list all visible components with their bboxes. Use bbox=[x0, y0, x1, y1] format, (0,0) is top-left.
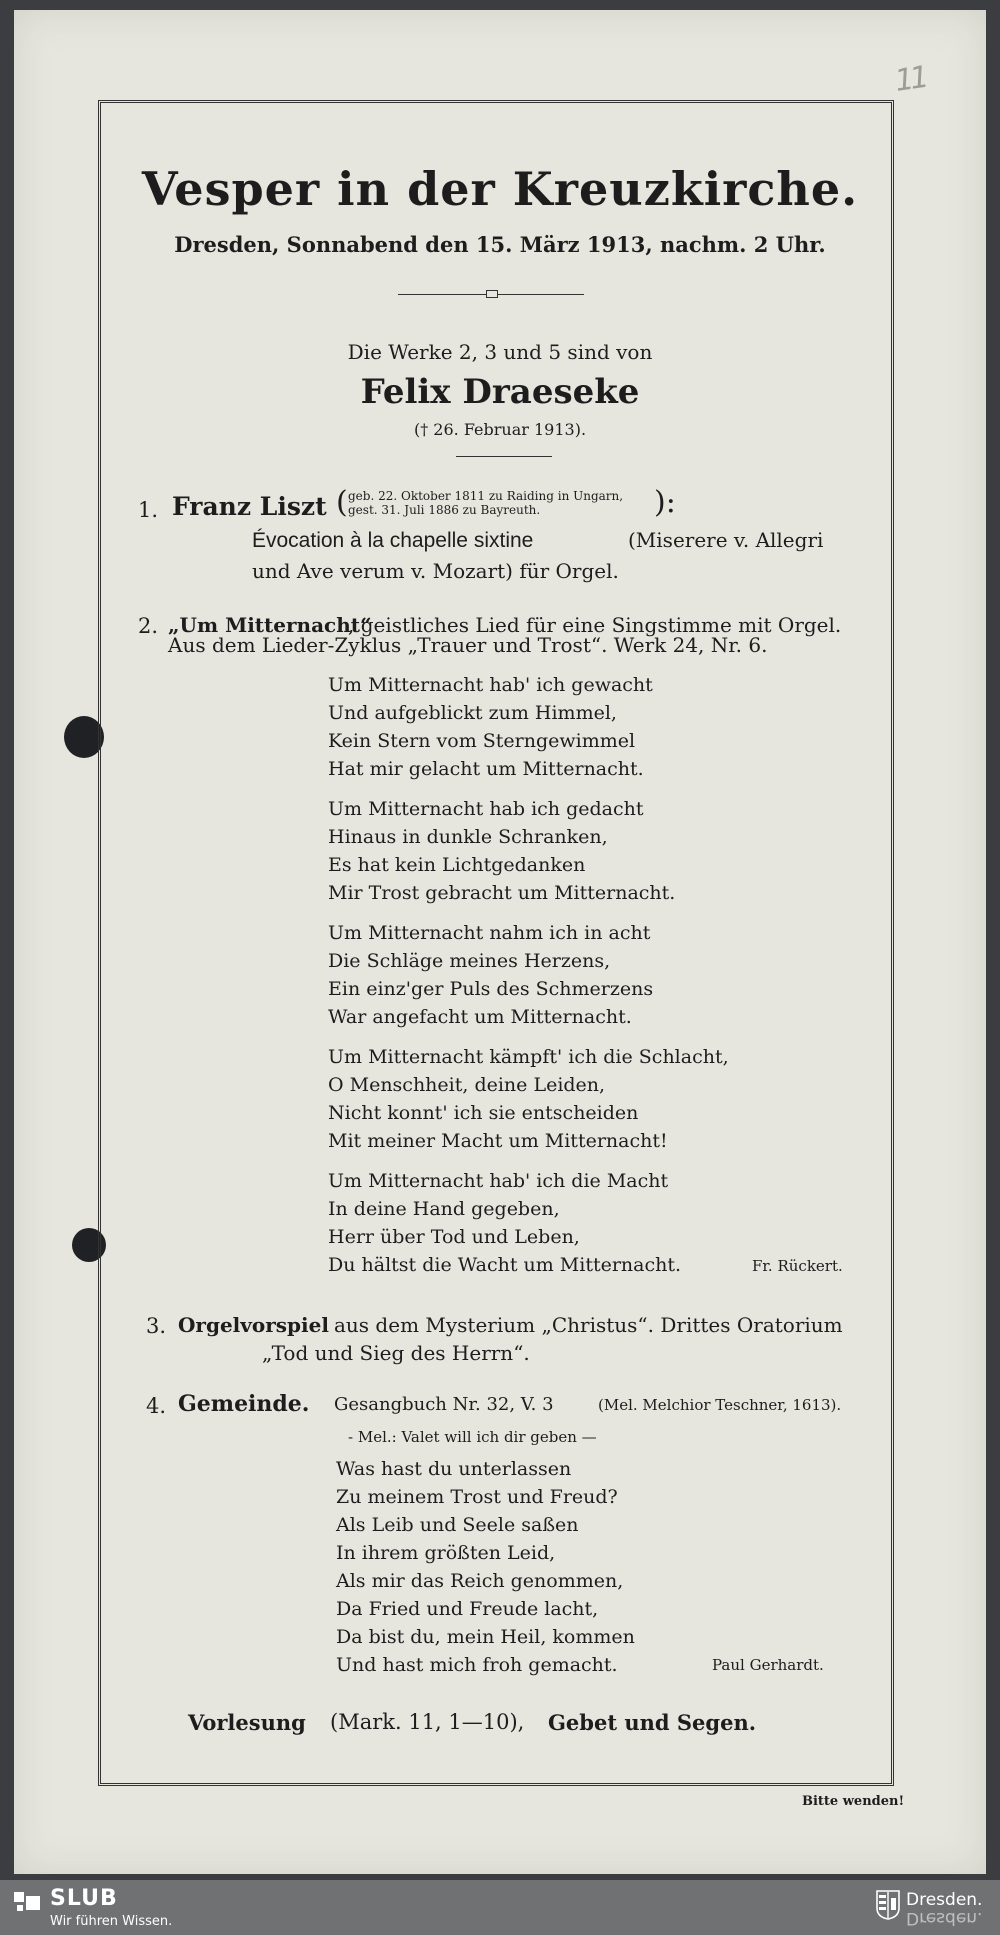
poem-line: Um Mitternacht nahm ich in acht bbox=[328, 922, 651, 944]
item1-work: Évocation à la chapelle sixtine bbox=[252, 529, 534, 552]
poem-line: Um Mitternacht hab' ich die Macht bbox=[328, 1170, 669, 1192]
section-divider bbox=[456, 456, 552, 457]
item1-composer: Franz Liszt bbox=[172, 492, 327, 521]
poem-line: Kein Stern vom Sterngewimmel bbox=[328, 730, 636, 752]
poem-line: War angefacht um Mitternacht. bbox=[328, 1006, 632, 1028]
poem-line: Nicht konnt' ich sie entscheiden bbox=[328, 1102, 639, 1124]
slub-logo-icon bbox=[12, 1888, 42, 1914]
hymn-line: Da Fried und Freude lacht, bbox=[336, 1598, 599, 1620]
item1-born: geb. 22. Oktober 1811 zu Raiding in Ungarn, bbox=[348, 489, 624, 503]
poem-line: Die Schläge meines Herzens, bbox=[328, 950, 611, 972]
composer-intro: Die Werke 2, 3 und 5 sind von bbox=[347, 340, 653, 364]
item-number-3: 3. bbox=[146, 1314, 167, 1338]
turn-over-note: Bitte wenden! bbox=[802, 1794, 905, 1809]
hymn-line: Was hast du unterlassen bbox=[336, 1458, 572, 1480]
slub-claim: Wir führen Wissen. bbox=[50, 1914, 173, 1929]
composer-name: Felix Draeseke bbox=[360, 372, 640, 412]
item4-melody-source: (Mel. Melchior Teschner, 1613). bbox=[598, 1396, 842, 1414]
closing-blessing: Gebet und Segen. bbox=[548, 1710, 757, 1735]
poem-line: Ein einz'ger Puls des Schmerzens bbox=[328, 978, 654, 1000]
poem-line: Mir Trost gebracht um Mitternacht. bbox=[328, 882, 676, 904]
pencil-page-number: 11 bbox=[892, 60, 928, 99]
poem-line: O Menschheit, deine Leiden, bbox=[328, 1074, 606, 1096]
item4-title: Gemeinde. bbox=[178, 1391, 310, 1417]
poem-line: Hinaus in dunkle Schranken, bbox=[328, 826, 608, 848]
hymn-line: Zu meinem Trost und Freud? bbox=[336, 1486, 618, 1508]
item1-work-rest: (Miserere v. Allegri bbox=[628, 528, 824, 552]
poem-line: Um Mitternacht kämpft' ich die Schlacht, bbox=[328, 1046, 729, 1068]
poem-line: Du hältst die Wacht um Mitternacht. bbox=[328, 1254, 682, 1276]
poem-line: Herr über Tod und Leben, bbox=[328, 1226, 580, 1248]
dresden-coat-of-arms-icon bbox=[876, 1890, 900, 1920]
dresden-wordmark: Dresden. bbox=[906, 1890, 983, 1910]
library-footer-bar bbox=[0, 1880, 1000, 1935]
item3-title: Orgelvorspiel bbox=[178, 1313, 329, 1337]
page-title: Vesper in der Kreuzkirche. bbox=[141, 162, 859, 216]
poem-line: In deine Hand gegeben, bbox=[328, 1198, 560, 1220]
item2-title-rest: , geistliches Lied für eine Singstimme mit Orgel. bbox=[348, 613, 842, 637]
poem-line: Mit meiner Macht um Mitternacht! bbox=[328, 1130, 668, 1152]
divider-ornament bbox=[486, 290, 498, 298]
hymn-author-gerhardt: Paul Gerhardt. bbox=[712, 1656, 824, 1674]
item2-title: „Um Mitternacht“ bbox=[168, 613, 372, 637]
hymn-line: Und hast mich froh gemacht. bbox=[336, 1654, 618, 1676]
hymn-line: Da bist du, mein Heil, kommen bbox=[336, 1626, 635, 1648]
poem-line: Um Mitternacht hab' ich gewacht bbox=[328, 674, 653, 696]
slub-name: SLUB bbox=[50, 1886, 118, 1911]
event-date-line: Dresden, Sonnabend den 15. März 1913, nachm. 2 Uhr. bbox=[174, 232, 826, 257]
poem-line: Und aufgeblickt zum Himmel, bbox=[328, 702, 617, 724]
brace-close: ): bbox=[654, 485, 676, 520]
item4-hymn: Gesangbuch Nr. 32, V. 3 bbox=[334, 1394, 554, 1415]
item3-line2: „Tod und Sieg des Herrn“. bbox=[262, 1341, 530, 1365]
item-number-4: 4. bbox=[146, 1394, 167, 1418]
poem-line: Es hat kein Lichtgedanken bbox=[328, 854, 586, 876]
item2-line2: Aus dem Lieder-Zyklus „Trauer und Trost“. Werk 24, Nr. 6. bbox=[168, 633, 768, 657]
hymn-line: Als mir das Reich genommen, bbox=[336, 1570, 624, 1592]
hymn-line: In ihrem größten Leid, bbox=[336, 1542, 556, 1564]
item1-line2: und Ave verum v. Mozart) für Orgel. bbox=[252, 559, 619, 583]
composer-death-date: († 26. Februar 1913). bbox=[413, 420, 587, 439]
closing-scripture: (Mark. 11, 1—10), bbox=[330, 1710, 525, 1734]
poem-author-rueckert: Fr. Rückert. bbox=[752, 1257, 843, 1275]
item3-rest: aus dem Mysterium „Christus“. Drittes Oratorium bbox=[334, 1313, 843, 1337]
dresden-wordmark-reflection: Dresden. bbox=[906, 1908, 983, 1928]
item-number-1: 1. bbox=[138, 498, 159, 522]
hymn-line: Als Leib und Seele saßen bbox=[336, 1514, 579, 1536]
poem-line: Um Mitternacht hab ich gedacht bbox=[328, 798, 644, 820]
closing-reading: Vorlesung bbox=[188, 1710, 306, 1735]
item-number-2: 2. bbox=[138, 614, 159, 638]
item1-died: gest. 31. Juli 1886 zu Bayreuth. bbox=[348, 503, 541, 517]
item4-melody: - Mel.: Valet will ich dir geben — bbox=[348, 1428, 597, 1446]
brace-open: ( bbox=[336, 485, 348, 520]
poem-line: Hat mir gelacht um Mitternacht. bbox=[328, 758, 644, 780]
